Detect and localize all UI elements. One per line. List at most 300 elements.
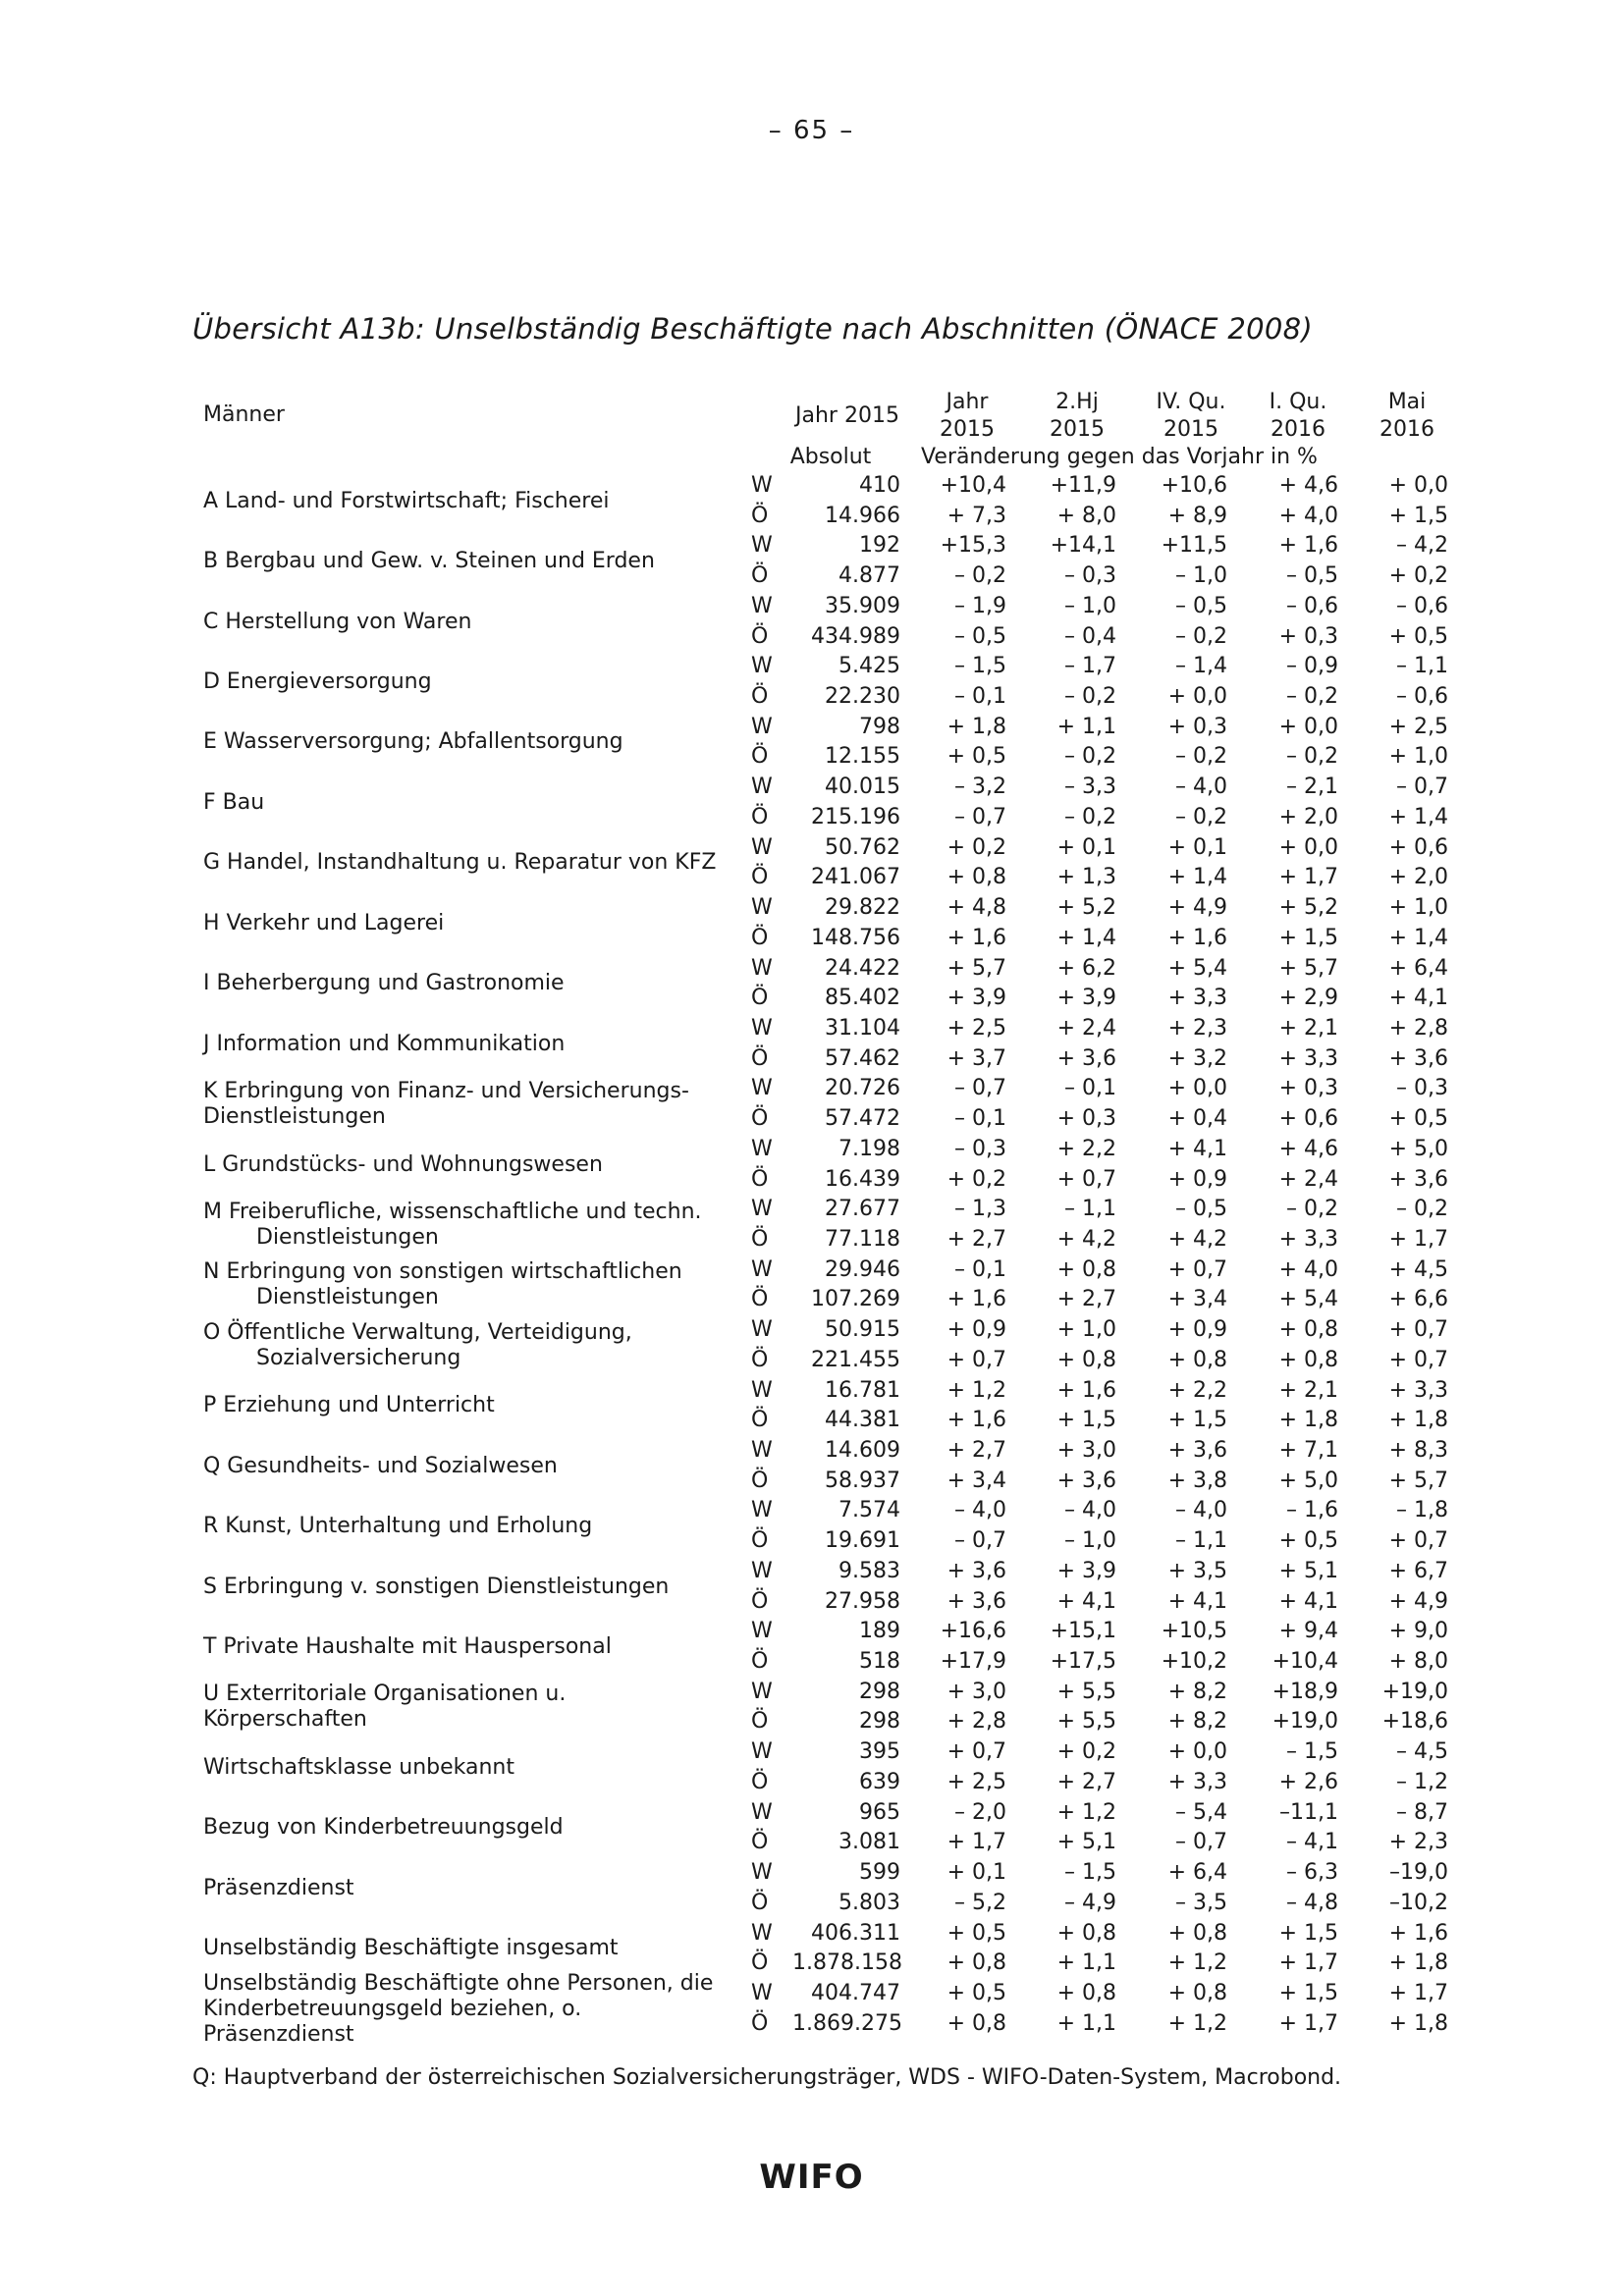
change-1qu-2016-cell: + 0,8 [1278, 1317, 1338, 1343]
change-1qu-2016-cell: + 2,9 [1278, 986, 1338, 1011]
absolute-cell: 24.422 [825, 955, 900, 981]
region-cell: W [751, 654, 773, 679]
change-jahr-2015-cell: – 0,7 [954, 1528, 1006, 1554]
table-row-wien [203, 773, 1480, 803]
change-mai-2016-cell: + 2,3 [1388, 1830, 1448, 1855]
table-row-group [203, 1074, 1480, 1134]
region-cell: Ö [751, 804, 769, 829]
change-jahr-2015-cell: + 0,2 [947, 834, 1006, 860]
table-row-oesterreich [203, 742, 1480, 773]
change-jahr-2015-cell: + 0,9 [947, 1317, 1006, 1343]
change-4qu-2015-cell: – 3,5 [1175, 1890, 1227, 1915]
change-1qu-2016-cell: + 5,4 [1278, 1287, 1338, 1312]
change-4qu-2015-cell: – 5,4 [1175, 1799, 1227, 1825]
change-jahr-2015-cell: – 0,2 [954, 563, 1006, 589]
table-row-wien [203, 1195, 1480, 1225]
change-jahr-2015-cell: +15,3 [940, 533, 1006, 559]
change-1qu-2016-cell: + 4,1 [1278, 1588, 1338, 1614]
change-mai-2016-cell: –10,2 [1389, 1890, 1448, 1915]
change-4qu-2015-cell: – 1,4 [1175, 654, 1227, 679]
change-2hj-2015-cell: +14,1 [1050, 533, 1116, 559]
change-4qu-2015-cell: + 3,3 [1167, 986, 1227, 1011]
table-row-wien [203, 1074, 1480, 1104]
change-2hj-2015-cell: + 0,2 [1056, 1739, 1116, 1765]
table-row-oesterreich [203, 863, 1480, 893]
change-mai-2016-cell: + 2,0 [1388, 865, 1448, 890]
table-row-oesterreich [203, 1044, 1480, 1075]
change-1qu-2016-cell: + 3,3 [1278, 1045, 1338, 1071]
region-cell: Ö [751, 986, 769, 1011]
region-cell: Ö [751, 1649, 769, 1674]
table-row-group [203, 1195, 1480, 1255]
table-row-group [203, 1436, 1480, 1496]
row-label-line: Unselbständig Beschäftigte insgesamt [203, 1936, 619, 1961]
region-cell: W [751, 714, 773, 739]
absolute-cell: 40.015 [825, 774, 900, 800]
change-2hj-2015-cell: + 3,9 [1056, 1558, 1116, 1583]
change-1qu-2016-cell: + 5,7 [1278, 955, 1338, 981]
row-label-line: Wirtschaftsklasse unbekannt [203, 1754, 515, 1780]
table-row-oesterreich [203, 1165, 1480, 1196]
change-4qu-2015-cell: + 0,0 [1167, 1076, 1227, 1101]
change-mai-2016-cell: – 1,8 [1396, 1498, 1448, 1523]
table-row-group [203, 1970, 1480, 2047]
absolute-cell: 221.455 [811, 1347, 900, 1372]
change-4qu-2015-cell: + 1,2 [1167, 1950, 1227, 1976]
absolute-cell: 5.803 [839, 1890, 900, 1915]
change-4qu-2015-cell: + 0,1 [1167, 834, 1227, 860]
change-mai-2016-cell: – 0,2 [1396, 1197, 1448, 1222]
col4-header: I. Qu. 2016 [1269, 390, 1327, 442]
change-jahr-2015-cell: + 0,1 [947, 1860, 1006, 1886]
table-row-oesterreich [203, 561, 1480, 592]
change-1qu-2016-cell: + 2,4 [1278, 1166, 1338, 1192]
region-cell: Ö [751, 1830, 769, 1855]
region-cell: W [751, 1799, 773, 1825]
row-label-line: C Herstellung von Waren [203, 609, 472, 634]
change-jahr-2015-cell: – 5,2 [954, 1890, 1006, 1915]
change-mai-2016-cell: – 1,2 [1396, 1769, 1448, 1794]
change-2hj-2015-cell: – 1,0 [1064, 593, 1116, 618]
change-jahr-2015-cell: + 3,0 [947, 1679, 1006, 1704]
change-jahr-2015-cell: + 2,5 [947, 1769, 1006, 1794]
region-cell: Ö [751, 1588, 769, 1614]
absolute-cell: 404.747 [811, 1980, 900, 2005]
change-4qu-2015-cell: + 0,0 [1167, 684, 1227, 709]
change-jahr-2015-cell: – 3,2 [954, 774, 1006, 800]
change-1qu-2016-cell: – 2,1 [1286, 774, 1338, 800]
change-jahr-2015-cell: + 1,6 [947, 1408, 1006, 1433]
row-label-line: Dienstleistungen [203, 1104, 386, 1130]
absolute-cell: 406.311 [811, 1920, 900, 1946]
table-row-oesterreich [203, 1647, 1480, 1678]
change-2hj-2015-cell: + 0,8 [1056, 1920, 1116, 1946]
change-4qu-2015-cell: + 0,8 [1167, 1920, 1227, 1946]
table-row-group [203, 1014, 1480, 1074]
absolute-cell: 410 [859, 473, 900, 498]
change-1qu-2016-cell: + 1,8 [1278, 1408, 1338, 1433]
change-mai-2016-cell: – 0,7 [1396, 774, 1448, 800]
change-1qu-2016-cell: + 1,7 [1278, 865, 1338, 890]
change-1qu-2016-cell: + 4,6 [1278, 1136, 1338, 1161]
change-2hj-2015-cell: + 3,6 [1056, 1468, 1116, 1493]
table-row-oesterreich [203, 1104, 1480, 1135]
table-row-group [203, 954, 1480, 1014]
change-1qu-2016-cell: – 4,8 [1286, 1890, 1338, 1915]
absolute-cell: 50.915 [825, 1317, 900, 1343]
row-label-line: O Öffentliche Verwaltung, Verteidigung, [203, 1319, 632, 1345]
region-cell: W [751, 1015, 773, 1041]
absolute-cell: 29.822 [825, 895, 900, 921]
change-mai-2016-cell: + 3,6 [1388, 1166, 1448, 1192]
change-2hj-2015-cell: – 0,2 [1064, 804, 1116, 829]
region-cell: W [751, 1136, 773, 1161]
region-cell: Ö [751, 1106, 769, 1132]
change-2hj-2015-cell: + 1,0 [1056, 1317, 1116, 1343]
change-1qu-2016-cell: + 5,1 [1278, 1558, 1338, 1583]
change-1qu-2016-cell: + 1,7 [1278, 1950, 1338, 1976]
change-1qu-2016-cell: + 4,0 [1278, 503, 1338, 528]
region-cell: Ö [751, 503, 769, 528]
table-row-oesterreich [203, 924, 1480, 954]
region-cell: W [751, 1498, 773, 1523]
change-1qu-2016-cell: + 9,4 [1278, 1619, 1338, 1644]
category-header: Männer [203, 402, 285, 427]
change-2hj-2015-cell: + 6,2 [1056, 955, 1116, 981]
region-cell: W [751, 1197, 773, 1222]
absolute-cell: 19.691 [825, 1528, 900, 1554]
wifo-logo: WIFO [759, 2158, 864, 2197]
change-2hj-2015-cell: + 2,4 [1056, 1015, 1116, 1041]
change-jahr-2015-cell: + 2,7 [947, 1438, 1006, 1463]
change-2hj-2015-cell: + 8,0 [1056, 503, 1116, 528]
change-4qu-2015-cell: + 4,1 [1167, 1588, 1227, 1614]
change-mai-2016-cell: + 1,8 [1388, 2010, 1448, 2036]
change-1qu-2016-cell: + 1,7 [1278, 2010, 1338, 2036]
change-4qu-2015-cell: + 4,1 [1167, 1136, 1227, 1161]
region-cell: W [751, 1920, 773, 1946]
absolute-cell: 14.609 [825, 1438, 900, 1463]
change-mai-2016-cell: +18,6 [1381, 1709, 1448, 1735]
change-4qu-2015-cell: + 3,6 [1167, 1438, 1227, 1463]
region-cell: Ö [751, 1950, 769, 1976]
change-mai-2016-cell: + 9,0 [1388, 1619, 1448, 1644]
change-1qu-2016-cell: – 1,5 [1286, 1739, 1338, 1765]
row-label-line: Kinderbetreuungsgeld beziehen, o. Präsenzdienst [203, 1996, 582, 2047]
table-row-group [203, 893, 1480, 953]
region-cell: Ö [751, 1045, 769, 1071]
change-jahr-2015-cell: – 1,9 [954, 593, 1006, 618]
row-label-line: E Wasserversorgung; Abfallentsorgung [203, 729, 623, 755]
row-label-line: Q Gesundheits- und Sozialwesen [203, 1453, 558, 1478]
region-cell: Ö [751, 744, 769, 770]
table-row-wien [203, 1858, 1480, 1889]
change-mai-2016-cell: + 1,4 [1388, 804, 1448, 829]
change-1qu-2016-cell: + 0,3 [1278, 1076, 1338, 1101]
change-4qu-2015-cell: – 0,2 [1175, 623, 1227, 649]
change-4qu-2015-cell: + 0,8 [1167, 1347, 1227, 1372]
change-4qu-2015-cell: +10,5 [1161, 1619, 1227, 1644]
change-mai-2016-cell: + 1,7 [1388, 1226, 1448, 1252]
row-label-line: A Land- und Forstwirtschaft; Fischerei [203, 488, 610, 513]
change-2hj-2015-cell: + 4,1 [1056, 1588, 1116, 1614]
region-cell: W [751, 593, 773, 618]
row-label-line: R Kunst, Unterhaltung und Erholung [203, 1514, 593, 1539]
change-mai-2016-cell: + 1,0 [1388, 744, 1448, 770]
change-1qu-2016-cell: + 5,2 [1278, 895, 1338, 921]
region-cell: Ö [751, 563, 769, 589]
change-mai-2016-cell: + 2,8 [1388, 1015, 1448, 1041]
table-row-wien [203, 1678, 1480, 1708]
absolute-cell: 29.946 [825, 1256, 900, 1282]
region-cell: Ö [751, 1468, 769, 1493]
change-2hj-2015-cell: + 2,2 [1056, 1136, 1116, 1161]
absolute-cell: 298 [859, 1679, 900, 1704]
table-row-group [203, 713, 1480, 773]
change-1qu-2016-cell: +18,9 [1271, 1679, 1338, 1704]
region-cell: W [751, 955, 773, 981]
region-cell: Ö [751, 623, 769, 649]
change-mai-2016-cell: + 0,0 [1388, 473, 1448, 498]
change-mai-2016-cell: + 3,6 [1388, 1045, 1448, 1071]
page-number: – 65 – [768, 116, 855, 145]
table-row-oesterreich [203, 1285, 1480, 1315]
change-2hj-2015-cell: – 0,2 [1064, 744, 1116, 770]
row-label-line: K Erbringung von Finanz- und Versicherungs- [203, 1079, 689, 1104]
table-row-group [203, 471, 1480, 531]
change-1qu-2016-cell: + 2,1 [1278, 1377, 1338, 1403]
row-label-line: N Erbringung von sonstigen wirtschaftlichen [203, 1259, 682, 1285]
region-cell: W [751, 1739, 773, 1765]
absolute-cell: 192 [859, 533, 900, 559]
change-2hj-2015-cell: +17,5 [1050, 1649, 1116, 1674]
absolute-cell: 20.726 [825, 1076, 900, 1101]
change-2hj-2015-cell: + 1,6 [1056, 1377, 1116, 1403]
table-row-group [203, 1858, 1480, 1918]
table-row-oesterreich [203, 622, 1480, 653]
table-row-oesterreich [203, 1526, 1480, 1557]
table-row-wien [203, 1617, 1480, 1647]
change-2hj-2015-cell: + 1,5 [1056, 1408, 1116, 1433]
change-jahr-2015-cell: + 0,5 [947, 1980, 1006, 2005]
table-row-wien [203, 833, 1480, 864]
row-label-line: M Freiberufliche, wissenschaftliche und techn. [203, 1199, 702, 1224]
table-row-wien [203, 471, 1480, 502]
change-4qu-2015-cell: + 0,8 [1167, 1980, 1227, 2005]
region-cell: W [751, 834, 773, 860]
change-4qu-2015-cell: + 8,2 [1167, 1709, 1227, 1735]
region-cell: Ö [751, 1347, 769, 1372]
region-cell: Ö [751, 1287, 769, 1312]
region-cell: W [751, 1679, 773, 1704]
absolute-cell: 7.574 [839, 1498, 900, 1523]
region-cell: W [751, 1076, 773, 1101]
change-1qu-2016-cell: + 3,3 [1278, 1226, 1338, 1252]
table-row-group [203, 1798, 1480, 1858]
change-4qu-2015-cell: + 3,4 [1167, 1287, 1227, 1312]
region-cell: W [751, 1377, 773, 1403]
table-row-wien [203, 1436, 1480, 1467]
table-row-oesterreich [203, 1587, 1480, 1618]
change-4qu-2015-cell: + 5,4 [1167, 955, 1227, 981]
change-2hj-2015-cell: + 1,3 [1056, 865, 1116, 890]
absolute-cell: 35.909 [825, 593, 900, 618]
change-1qu-2016-cell: +10,4 [1271, 1649, 1338, 1674]
change-4qu-2015-cell: – 0,7 [1175, 1830, 1227, 1855]
col2-header: 2.Hj 2015 [1050, 390, 1105, 442]
change-mai-2016-cell: +19,0 [1381, 1679, 1448, 1704]
table-row-group [203, 652, 1480, 712]
change-jahr-2015-cell: – 0,7 [954, 1076, 1006, 1101]
absolute-cell: 241.067 [811, 865, 900, 890]
change-jahr-2015-cell: – 0,3 [954, 1136, 1006, 1161]
absolute-cell: 599 [859, 1860, 900, 1886]
change-1qu-2016-cell: + 4,6 [1278, 473, 1338, 498]
change-1qu-2016-cell: + 0,0 [1278, 714, 1338, 739]
change-2hj-2015-cell: – 1,7 [1064, 654, 1116, 679]
change-mai-2016-cell: – 0,6 [1396, 684, 1448, 709]
table-row-oesterreich [203, 1406, 1480, 1436]
change-4qu-2015-cell: + 4,2 [1167, 1226, 1227, 1252]
change-2hj-2015-cell: – 1,0 [1064, 1528, 1116, 1554]
change-1qu-2016-cell: + 2,1 [1278, 1015, 1338, 1041]
table-title: Übersicht A13b: Unselbständig Beschäftigte nach Abschnitten (ÖNACE 2008) [192, 312, 1313, 346]
change-mai-2016-cell: + 6,6 [1388, 1287, 1448, 1312]
change-jahr-2015-cell: + 3,4 [947, 1468, 1006, 1493]
table-row-wien [203, 1919, 1480, 1949]
table-row-oesterreich [203, 984, 1480, 1014]
absolute-cell: 3.081 [839, 1830, 900, 1855]
change-jahr-2015-cell: – 0,1 [954, 684, 1006, 709]
table-row-wien [203, 1557, 1480, 1587]
change-2hj-2015-cell: – 3,3 [1064, 774, 1116, 800]
row-label-line: L Grundstücks- und Wohnungswesen [203, 1151, 603, 1177]
row-label-line: I Beherbergung und Gastronomie [203, 971, 565, 996]
region-cell: W [751, 1980, 773, 2005]
change-2hj-2015-cell: – 0,4 [1064, 623, 1116, 649]
change-mai-2016-cell: + 8,0 [1388, 1649, 1448, 1674]
row-label-line: S Erbringung v. sonstigen Dienstleistungen [203, 1574, 670, 1599]
absolute-cell: 189 [859, 1619, 900, 1644]
change-4qu-2015-cell: + 0,0 [1167, 1739, 1227, 1765]
change-1qu-2016-cell: + 1,5 [1278, 1920, 1338, 1946]
change-4qu-2015-cell: + 3,3 [1167, 1769, 1227, 1794]
change-mai-2016-cell: + 3,3 [1388, 1377, 1448, 1403]
table-row-wien [203, 1376, 1480, 1407]
change-4qu-2015-cell: + 2,2 [1167, 1377, 1227, 1403]
change-2hj-2015-cell: +15,1 [1050, 1619, 1116, 1644]
change-jahr-2015-cell: + 0,7 [947, 1347, 1006, 1372]
change-2hj-2015-cell: + 5,5 [1056, 1679, 1116, 1704]
change-2hj-2015-cell: + 1,1 [1056, 1950, 1116, 1976]
change-2hj-2015-cell: + 3,9 [1056, 986, 1116, 1011]
change-mai-2016-cell: + 4,9 [1388, 1588, 1448, 1614]
table-row-group [203, 773, 1480, 832]
change-2hj-2015-cell: + 2,7 [1056, 1287, 1116, 1312]
change-jahr-2015-cell: + 1,6 [947, 925, 1006, 950]
table-row-group [203, 592, 1480, 652]
change-jahr-2015-cell: + 2,8 [947, 1709, 1006, 1735]
change-mai-2016-cell: + 1,6 [1388, 1920, 1448, 1946]
region-cell: Ö [751, 684, 769, 709]
change-2hj-2015-cell: + 5,1 [1056, 1830, 1116, 1855]
table-row-oesterreich [203, 1828, 1480, 1858]
change-1qu-2016-cell: + 0,0 [1278, 834, 1338, 860]
change-1qu-2016-cell: – 1,6 [1286, 1498, 1338, 1523]
table-row-oesterreich [203, 502, 1480, 532]
region-cell: W [751, 473, 773, 498]
change-2hj-2015-cell: + 3,6 [1056, 1045, 1116, 1071]
change-2hj-2015-cell: +11,9 [1050, 473, 1116, 498]
change-1qu-2016-cell: + 2,0 [1278, 804, 1338, 829]
change-jahr-2015-cell: + 2,7 [947, 1226, 1006, 1252]
change-4qu-2015-cell: + 1,6 [1167, 925, 1227, 950]
change-jahr-2015-cell: + 5,7 [947, 955, 1006, 981]
change-4qu-2015-cell: – 0,5 [1175, 1197, 1227, 1222]
change-4qu-2015-cell: + 0,7 [1167, 1256, 1227, 1282]
change-jahr-2015-cell: + 0,7 [947, 1739, 1006, 1765]
change-2hj-2015-cell: + 5,5 [1056, 1709, 1116, 1735]
change-jahr-2015-cell: + 0,2 [947, 1166, 1006, 1192]
table-row-wien [203, 1255, 1480, 1286]
change-1qu-2016-cell: + 1,5 [1278, 925, 1338, 950]
change-1qu-2016-cell: – 0,2 [1286, 744, 1338, 770]
absolute-cell: 298 [859, 1709, 900, 1735]
change-mai-2016-cell: – 4,5 [1396, 1739, 1448, 1765]
change-jahr-2015-cell: – 0,1 [954, 1106, 1006, 1132]
absolute-cell: 16.439 [825, 1166, 900, 1192]
change-2hj-2015-cell: + 0,7 [1056, 1166, 1116, 1192]
region-cell: W [751, 1438, 773, 1463]
absolute-cell: 27.958 [825, 1588, 900, 1614]
table-row-wien [203, 893, 1480, 924]
table-row-group [203, 1617, 1480, 1677]
change-2hj-2015-cell: – 0,2 [1064, 684, 1116, 709]
table-row-oesterreich [203, 682, 1480, 713]
change-2hj-2015-cell: + 3,0 [1056, 1438, 1116, 1463]
change-4qu-2015-cell: + 0,4 [1167, 1106, 1227, 1132]
region-cell: Ö [751, 1226, 769, 1252]
row-label-line: F Bau [203, 789, 265, 815]
change-jahr-2015-cell: + 1,6 [947, 1287, 1006, 1312]
change-mai-2016-cell: + 1,8 [1388, 1950, 1448, 1976]
table-row-wien [203, 1014, 1480, 1044]
table-row-wien [203, 713, 1480, 743]
change-1qu-2016-cell: – 0,2 [1286, 684, 1338, 709]
change-jahr-2015-cell: – 0,1 [954, 1256, 1006, 1282]
change-mai-2016-cell: + 1,0 [1388, 895, 1448, 921]
region-cell: W [751, 1256, 773, 1282]
row-label-line: D Energieversorgung [203, 669, 432, 695]
table-row-group [203, 1737, 1480, 1797]
change-2hj-2015-cell: – 4,9 [1064, 1890, 1116, 1915]
change-4qu-2015-cell: + 2,3 [1167, 1015, 1227, 1041]
change-4qu-2015-cell: + 1,2 [1167, 2010, 1227, 2036]
row-label-line: T Private Haushalte mit Hauspersonal [203, 1634, 612, 1660]
change-mai-2016-cell: + 0,7 [1388, 1317, 1448, 1343]
region-cell: Ö [751, 1408, 769, 1433]
change-jahr-2015-cell: + 3,7 [947, 1045, 1006, 1071]
absolute-cell: 57.472 [825, 1106, 900, 1132]
change-1qu-2016-cell: + 4,0 [1278, 1256, 1338, 1282]
row-label-line: Unselbständig Beschäftigte ohne Personen, die [203, 1970, 714, 1996]
absolute-cell: 798 [859, 714, 900, 739]
change-mai-2016-cell: + 8,3 [1388, 1438, 1448, 1463]
change-4qu-2015-cell: + 3,8 [1167, 1468, 1227, 1493]
change-4qu-2015-cell: – 0,2 [1175, 744, 1227, 770]
absolute-cell: 44.381 [825, 1408, 900, 1433]
row-label-line: Dienstleistungen [256, 1285, 439, 1310]
